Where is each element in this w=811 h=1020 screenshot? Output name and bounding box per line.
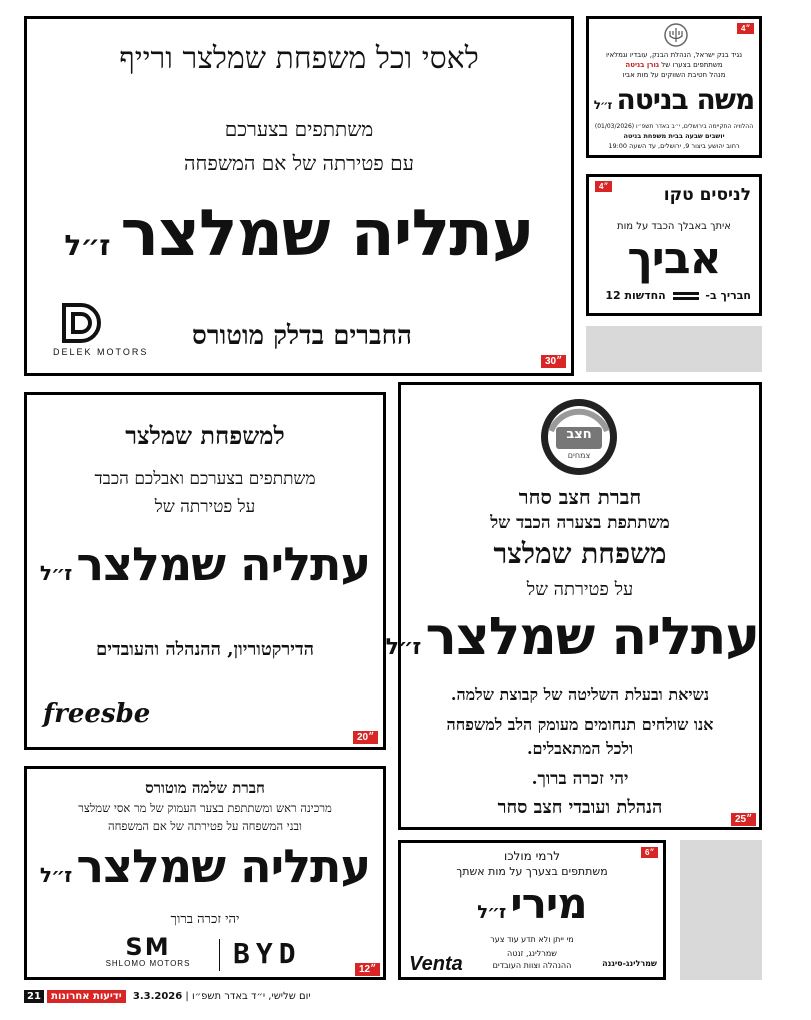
channel-number: 12 [605, 289, 621, 302]
issue-date: 3.3.2026 [132, 991, 183, 1002]
notice-line: יהי זכרה ברוך. [531, 769, 629, 789]
notice-schmeltzer-hatzav [385, 382, 762, 830]
hatzav-logo-main: חצב [566, 427, 592, 442]
signed-by: הדירקטוריון, ההנהלה והעובדים [96, 639, 314, 660]
notice-line: נגיד בנק ישראל, הנהלת הבנק, עובדיו וגמלאיו [605, 51, 743, 59]
channel-bars-icon [673, 292, 699, 300]
zl-abbrev: ז״ל [39, 863, 72, 887]
notice-line: משתתפים בצערך על מות אשתך [456, 865, 608, 878]
channel-name: החדשות [624, 289, 666, 302]
notice-line: ההנהלה וצוות העובדים [492, 961, 572, 970]
hatzav-logo [539, 397, 619, 477]
notice-line: אנו שולחים תנחומים מעומק הלב למשפחה [446, 715, 714, 734]
size-tag: 6״ [641, 847, 658, 858]
issue-day: יום שלישי, י״ד באדר תשפ״ו [191, 991, 311, 1002]
zl-abbrev: ז״ל [593, 98, 612, 112]
deceased-name-row [27, 197, 571, 271]
notice-line: מנהל חטיבת השווקים על מות אביו [622, 71, 726, 79]
notice-line: על פטירתה של [526, 579, 634, 600]
zl-abbrev: ז״ל [385, 635, 421, 660]
newspaper-name: ידיעות אחרונות [47, 990, 126, 1003]
size-tag: 25״ [731, 813, 756, 826]
zl-abbrev: ז״ל [39, 561, 72, 585]
venta-logo: Venta [409, 953, 463, 975]
menorah-emblem-icon [663, 23, 689, 47]
notice-line: מרכינה ראש ומשתתפת בצער העמוק של מר אסי שמלצר [78, 801, 332, 815]
signed-by: החברים בדלק מוטורס [192, 321, 412, 351]
deceased-name: אביך [627, 233, 721, 284]
deceased-name: עתליה שמלצר [425, 607, 759, 667]
notice-line: משתתפים בצערכם [224, 117, 374, 141]
logo-divider [219, 939, 220, 971]
notice-title: למשפחת שמלצר [125, 421, 285, 450]
deceased-name-row [589, 83, 759, 116]
tv-credit [605, 289, 751, 302]
zl-abbrev: ז״ל [477, 902, 506, 923]
notice-title: לניסים טקו [663, 185, 751, 205]
notice-line: משתתפים בצערכם ואבלכם הכבד [94, 469, 316, 489]
notice-line: רחוב יהושע ביצור 9, ירושלים, עד השעה 19:00 [608, 142, 740, 150]
schmerling-logo: שמרלינג-סיגנה [602, 959, 657, 968]
size-tag: 30״ [541, 355, 566, 368]
notice-line: ובני המשפחה על פטירתה של אם המשפחה [108, 819, 302, 833]
size-tag: 20״ [353, 731, 378, 744]
deceased-name-row [27, 537, 383, 591]
notice-benita [586, 16, 762, 158]
zl-abbrev: ז״ל [64, 229, 110, 262]
notice-title: חברת חצב סחר [518, 485, 642, 509]
mourner-name: גורן בניטה [625, 61, 660, 69]
size-tag: 4״ [737, 23, 754, 34]
footer-separator: | [185, 991, 189, 1002]
credit-text: חבריך ב- [705, 289, 751, 302]
deceased-name: מירי [510, 879, 587, 928]
shlomo-motors-logo [93, 935, 203, 975]
delek-d-icon [59, 301, 109, 345]
notice-line: איתך באבלך הכבד על מות [617, 221, 731, 232]
notice-line: משתתפת בצערה הכבד של [490, 513, 670, 533]
deceased-name-row [27, 839, 383, 893]
page-number: 21 [24, 990, 44, 1003]
deceased-name: עתליה שמלצר [76, 537, 371, 591]
notice-title: לרמי מולכו [503, 849, 561, 863]
byd-logo: BYD [233, 937, 302, 970]
notice-line-text: משתתפים בצערו של [661, 61, 723, 69]
notice-line: ההלוויה התקיימה בירושלים, י״ב באדר תשפ״ו (01/03/2026) [594, 123, 754, 130]
notice-line: עם פטירתה של אם המשפחה [184, 151, 414, 175]
delek-logo-text: DELEK MOTORS [53, 347, 149, 357]
deceased-name-row [385, 607, 759, 667]
gray-filler [680, 840, 762, 980]
notice-molcho [398, 840, 666, 980]
deceased-name: עתליה שמלצר [120, 197, 534, 271]
notice-line: יהי זכרה ברוך [170, 912, 240, 927]
size-tag: 4״ [595, 181, 612, 192]
sm-logo-text: SHLOMO MOTORS [105, 959, 191, 968]
signed-by: הנהלת ועובדי חצב סחר [497, 797, 663, 818]
notice-line: שמרלינג, זנטה [507, 949, 557, 958]
deceased-name: עתליה שמלצר [76, 839, 371, 893]
sm-logo-mark: SM [125, 933, 171, 961]
notice-schmeltzer-shlomo [24, 766, 386, 980]
notice-line: מי ייתן ולא תדע עוד צער [490, 935, 574, 944]
gray-filler [586, 326, 762, 372]
notice-line: על פטירתה של [154, 497, 256, 517]
delek-logo [53, 301, 149, 361]
page-footer [24, 990, 324, 1008]
notice-title: חברת שלמה מוטורס [145, 779, 265, 797]
notice-schmeltzer-freesbe [24, 392, 386, 750]
notice-line: ולכל המתאבלים. [526, 739, 634, 758]
notice-schmeltzer-delek [24, 16, 574, 376]
notice-line: יושבים שבעה בבית משפחת בניטה [623, 132, 725, 140]
notice-line [589, 61, 759, 69]
hatzav-logo-sub: צמחים [567, 451, 591, 460]
deceased-name: משה בניטה [616, 83, 755, 116]
deceased-name-row [401, 879, 663, 928]
size-tag: 12״ [355, 963, 380, 976]
freesbe-logo: freesbe [43, 699, 151, 729]
notice-title: לאסי וכל משפחת שמלצר ורייף [119, 41, 479, 76]
notice-tako [586, 174, 762, 316]
notice-line: נשיאת ובעלת השליטה של קבוצת שלמה. [450, 685, 710, 704]
family-name: משפחת שמלצר [493, 537, 667, 570]
